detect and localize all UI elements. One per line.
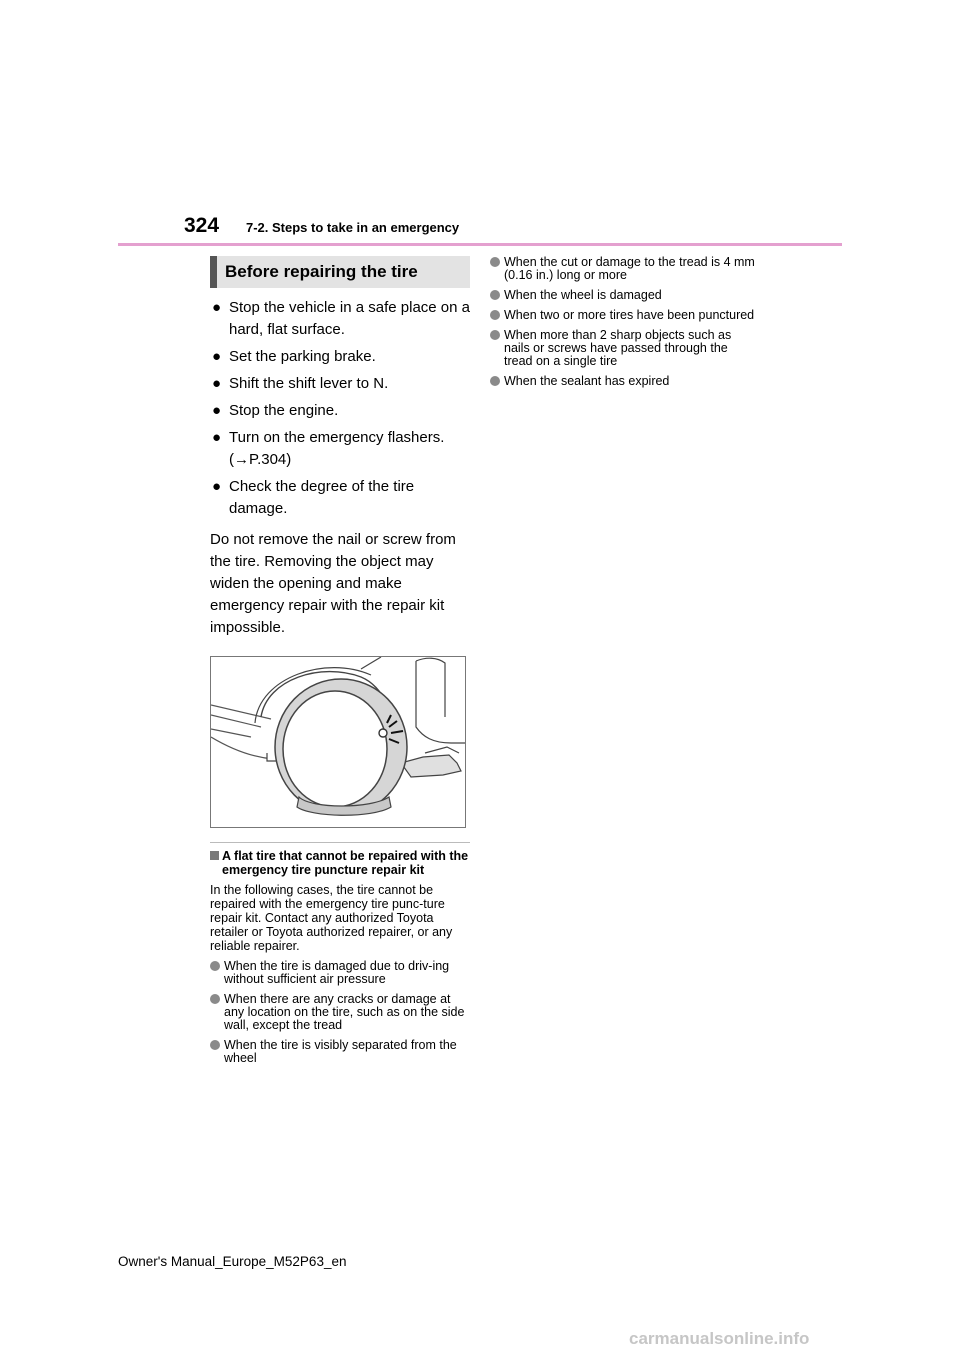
list-item: When there are any cracks or damage at any location on the tire, such as on the side wall, except the tread: [210, 993, 470, 1032]
note-heading: A flat tire that cannot be repaired with the emergency tire puncture repair kit: [210, 849, 470, 877]
list-item: When two or more tires have been punctured: [490, 309, 758, 322]
bullet-icon: [490, 330, 500, 340]
bullet-icon: [210, 1040, 220, 1050]
bullet-icon: [490, 310, 500, 320]
bullet-icon: [490, 376, 500, 386]
bullet-icon: [210, 961, 220, 971]
list-item: When more than 2 sharp objects such as nails or screws have passed through the tread on a single tire: [490, 329, 758, 368]
note-paragraph: In the following cases, the tire cannot be repaired with the emergency tire punc-ture repair kit. Contact any authorized Toyota retailer or Toyota authorized repairer, or any reliable repairer.: [210, 883, 453, 953]
list-item: ● Set the parking brake.: [210, 346, 470, 368]
bullet-icon: [210, 994, 220, 1004]
bullet-icon: ●: [212, 348, 222, 365]
watermark: carmanualsonline.info: [629, 1329, 810, 1348]
bullet-icon: [490, 290, 500, 300]
flat-tire-with-nail-illustration: [210, 656, 466, 828]
section-heading-text: Before repairing the tire: [225, 262, 418, 281]
bullet-icon: ●: [212, 402, 222, 419]
list-item: ● Shift the shift lever to N.: [210, 373, 470, 395]
list-item: When the tire is visibly separated from the wheel: [210, 1039, 470, 1065]
right-column: [490, 256, 758, 388]
page-number: 324: [184, 214, 220, 237]
bullet-icon: ●: [212, 375, 222, 392]
list-item: When the wheel is damaged: [490, 289, 758, 302]
divider: [210, 842, 470, 843]
bullet-icon: [490, 257, 500, 267]
warning-paragraph: Do not remove the nail or screw from the tire. Removing the object may widen the opening and make emergency repair with the repair kit impossible.: [210, 531, 456, 636]
conditions-list: [490, 256, 758, 388]
list-item: ● Stop the vehicle in a safe place on a hard, flat surface.: [212, 299, 470, 338]
section-title: 7-2. Steps to take in an emergency: [246, 220, 460, 235]
list-item: When the cut or damage to the tread is 4 mm (0.16 in.) long or more: [490, 256, 758, 282]
list-item: When the sealant has expired: [490, 375, 758, 388]
list-item: ● Turn on the emergency flashers. (→P.304): [212, 429, 445, 468]
list-item: When the tire is damaged due to driv-ing without sufficient air pressure: [210, 960, 470, 986]
bullet-icon: ●: [212, 478, 222, 495]
footer-manual-id: Owner's Manual_Europe_M52P63_en: [118, 1254, 347, 1269]
header-rule: [118, 243, 842, 246]
list-item: ● Stop the engine.: [210, 400, 470, 422]
bullet-icon: ●: [212, 299, 222, 316]
list-item: ● Check the degree of the tire damage.: [212, 478, 415, 517]
steps-list: [210, 297, 470, 520]
square-bullet-icon: [210, 851, 219, 860]
note-list: [210, 960, 470, 1065]
bullet-icon: ●: [212, 429, 222, 446]
section-heading: [210, 256, 470, 288]
left-column: [210, 256, 470, 1065]
tire-drawing: [211, 657, 465, 827]
